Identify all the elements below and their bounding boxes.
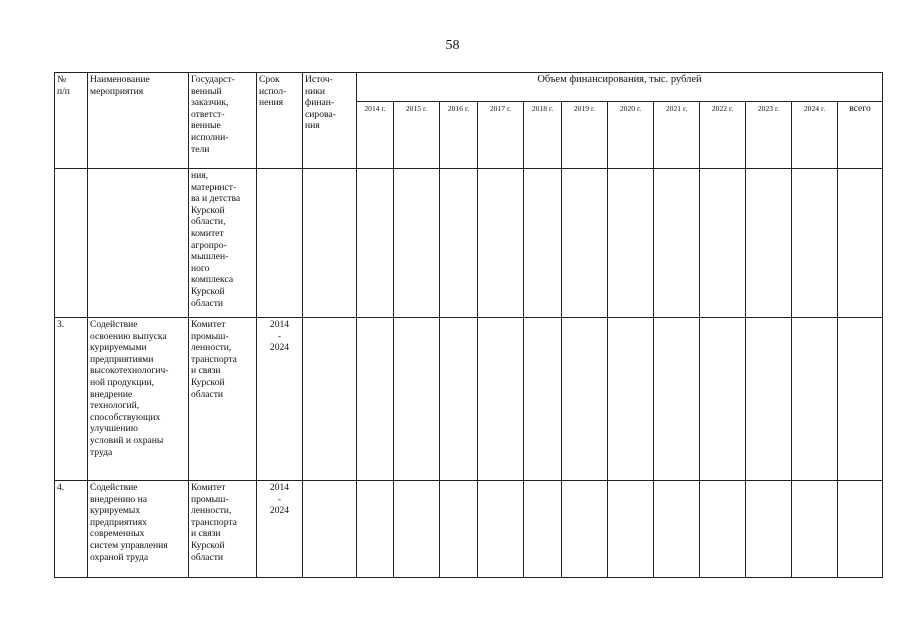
year-2022: 2022 г. xyxy=(700,102,746,169)
row-customer: Комитет промыш- ленности, транспорта и связи Курской области xyxy=(189,318,257,481)
cell xyxy=(394,318,440,481)
row-term xyxy=(257,169,303,318)
header-funding: Объем финансирования, тыс. рублей xyxy=(357,73,883,102)
table-row xyxy=(55,481,883,578)
cell xyxy=(746,318,792,481)
cell xyxy=(838,318,883,481)
row-name xyxy=(88,169,189,318)
header-term: Срок испол- нения xyxy=(257,73,303,169)
year-2018: 2018 г. xyxy=(524,102,562,169)
cell xyxy=(357,318,394,481)
cell xyxy=(440,318,478,481)
table-row xyxy=(55,318,883,481)
cell xyxy=(700,481,746,578)
year-2020: 2020 г. xyxy=(608,102,654,169)
cell xyxy=(654,318,700,481)
header-name: Наименование мероприятия xyxy=(88,73,189,169)
cell xyxy=(746,169,792,318)
header-num: № п/п xyxy=(55,73,88,169)
row-customer: ния, материнст- ва и детства Курской области, комитет агропро- мышлен- ного комплекса Курской области xyxy=(189,169,257,318)
funding-table xyxy=(54,72,883,578)
year-2024: 2024 г. xyxy=(792,102,838,169)
cell xyxy=(654,481,700,578)
row-name: Содействие освоению выпуска курируемыми предприятиями высокотехнологич- ной продукции, внедрение технологий, способствующих улучшению условий и охраны труда xyxy=(88,318,189,481)
year-total: всего xyxy=(838,102,883,169)
cell xyxy=(700,169,746,318)
cell xyxy=(608,481,654,578)
cell xyxy=(608,318,654,481)
cell xyxy=(440,169,478,318)
year-2021: 2021 г. xyxy=(654,102,700,169)
row-num: 3. xyxy=(55,318,88,481)
cell xyxy=(792,481,838,578)
row-name: Содействие внедрению на курируемых предприятиях современных систем управления охраной труда xyxy=(88,481,189,578)
cell xyxy=(746,481,792,578)
row-term: 2014 - 2024 xyxy=(257,318,303,481)
row-num xyxy=(55,169,88,318)
cell xyxy=(478,169,524,318)
cell xyxy=(654,169,700,318)
cell xyxy=(608,169,654,318)
header-sources: Источ- ники финан- сирова- ния xyxy=(303,73,357,169)
row-sources xyxy=(303,169,357,318)
cell xyxy=(357,169,394,318)
cell xyxy=(562,481,608,578)
cell xyxy=(524,481,562,578)
cell xyxy=(524,318,562,481)
cell xyxy=(478,481,524,578)
table-row xyxy=(55,169,883,318)
cell xyxy=(394,481,440,578)
year-2016: 2016 г. xyxy=(440,102,478,169)
cell xyxy=(838,481,883,578)
header-row xyxy=(55,73,883,102)
cell xyxy=(838,169,883,318)
cell xyxy=(700,318,746,481)
cell xyxy=(440,481,478,578)
row-num: 4. xyxy=(55,481,88,578)
year-2015: 2015 г. xyxy=(394,102,440,169)
cell xyxy=(394,169,440,318)
row-sources xyxy=(303,318,357,481)
row-sources xyxy=(303,481,357,578)
header-customer: Государст- венный заказчик, ответст- венные исполни- тели xyxy=(189,73,257,169)
cell xyxy=(524,169,562,318)
year-2023: 2023 г. xyxy=(746,102,792,169)
cell xyxy=(562,169,608,318)
row-customer: Комитет промыш- ленности, транспорта и связи Курской области xyxy=(189,481,257,578)
row-term: 2014 - 2024 xyxy=(257,481,303,578)
cell xyxy=(562,318,608,481)
cell xyxy=(357,481,394,578)
cell xyxy=(792,318,838,481)
year-2019: 2019 г. xyxy=(562,102,608,169)
cell xyxy=(792,169,838,318)
cell xyxy=(478,318,524,481)
year-2014: 2014 г. xyxy=(357,102,394,169)
year-2017: 2017 г. xyxy=(478,102,524,169)
page-number: 58 xyxy=(445,38,460,53)
